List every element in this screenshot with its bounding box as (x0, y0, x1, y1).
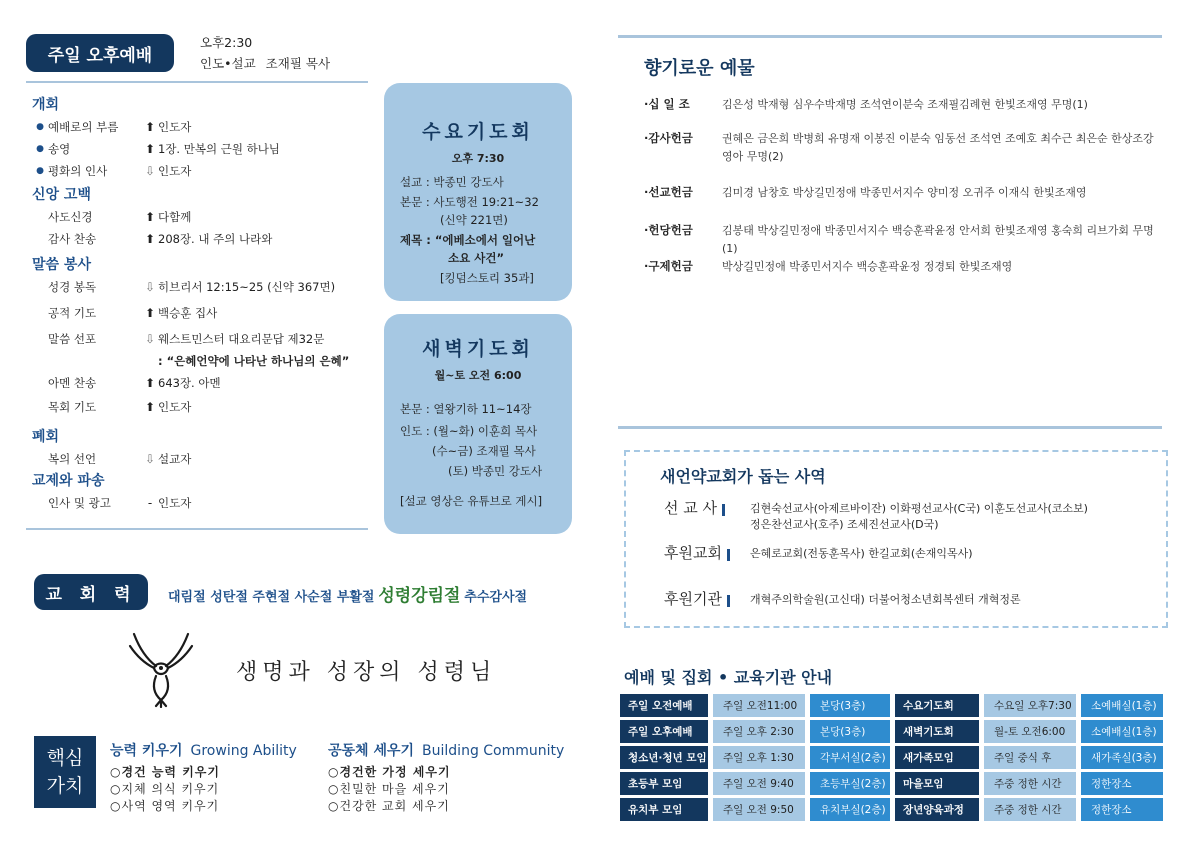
dawn-note: [설교 영상은 유튜브로 게시] (400, 494, 543, 508)
order-row: 성경 봉독 ⇩ 히브리서 12:15~25 (신약 367면) (48, 280, 336, 294)
wednesday-subject-2: 소요 사건” (448, 251, 504, 265)
dawn-time: 월~토 오전 6:00 (434, 369, 522, 382)
offering-row: ·헌당헌금 김봉태 박상길민정애 박종민서지수 백승훈곽윤정 안서희 한빛조재영 홍숙희 리브가회 무명(1) (644, 223, 1154, 255)
dawn-leader-2: (수~금) 조재필 목사 (432, 444, 536, 458)
calendar-motto: 생명과 성장의 성령님 (236, 660, 497, 685)
dawn-prayer-box (384, 314, 572, 534)
schedule-place: 새가족실(3층) (1081, 746, 1163, 769)
dawn-leader-1: 인도 : (월~화) 이훈희 목사 (400, 424, 538, 438)
schedule-time: 주일 오후 2:30 (713, 720, 805, 743)
preacher-name: 조재필 목사 (265, 56, 331, 71)
schedule-title: 예배 및 집회 • 교육기관 안내 (624, 668, 833, 687)
churches-label: 후원교회 (664, 542, 730, 563)
stand-icon: ⬆ (144, 142, 156, 156)
supported-orgs: 개혁주의학술원(고신대) 더불어청소년회복센터 개혁정론 (750, 593, 1021, 606)
schedule-name: 새가족모임 (895, 746, 979, 769)
schedule-time: 주일 오전 9:40 (713, 772, 805, 795)
sit-icon: ⇩ (144, 280, 156, 294)
wednesday-text: 본문 : 사도행전 19:21~32 (400, 195, 539, 209)
schedule-time: 주일 오후 1:30 (713, 746, 805, 769)
missions-title: 새언약교회가 돕는 사역 (660, 467, 826, 486)
core-value-item: ○지체 의식 키우기 (110, 782, 220, 796)
stand-icon: ⬆ (144, 232, 156, 246)
section-word: 말씀 봉사 (32, 257, 91, 273)
schedule-time: 주일 오전 9:50 (713, 798, 805, 821)
core-value-item: ○사역 영역 키우기 (110, 799, 220, 813)
dove-icon (126, 628, 196, 708)
label-bar-icon (727, 595, 730, 607)
missions-box (624, 450, 1168, 628)
missionaries-line-1: 김현숙선교사(아제르바이잔) 이화평선교사(C국) 이훈도선교사(코소보) (750, 502, 1088, 515)
schedule-place: 본당(3층) (810, 720, 890, 743)
stand-icon: ⬆ (144, 120, 156, 134)
section-fellowship: 교제와 파송 (32, 473, 105, 489)
schedule-place: 정한장소 (1081, 798, 1163, 821)
schedule-name: 초등부 모임 (620, 772, 708, 795)
order-row: 아멘 찬송 ⬆ 643장. 아멘 (48, 376, 221, 390)
schedule-place: 초등부실(2층) (810, 772, 890, 795)
wednesday-subject: 제목 : “에베소에서 일어난 (400, 233, 536, 247)
offering-row: ·구제헌금 박상길민정애 박종민서지수 백승훈곽윤정 정경퇴 한빛조재영 (644, 259, 1013, 273)
label-bar-icon (727, 549, 730, 561)
calendar-label: 교 회 력 (34, 574, 148, 610)
offerings-divider (618, 35, 1162, 38)
header-divider (26, 81, 368, 83)
bullet-icon: ● (36, 122, 44, 132)
order-row: ● 예배로의 부름 ⬆ 인도자 (32, 116, 372, 138)
supported-churches: 은혜로교회(전동훈목사) 한길교회(손재익목사) (750, 547, 973, 560)
section-opening: 개회 (32, 97, 60, 113)
stand-icon: ⬆ (144, 210, 156, 224)
preacher-label: 인도•설교 (200, 56, 256, 71)
schedule-name: 주일 오후예배 (620, 720, 708, 743)
order-row: ● 송영 ⬆ 1장. 만복의 근원 하나님 (32, 138, 372, 160)
missionaries-line-2: 정은찬선교사(호주) 조세진선교사(D국) (750, 518, 939, 531)
order-row: ● 평화의 인사 ⇩ 인도자 (32, 160, 372, 182)
order-of-service (32, 94, 372, 514)
core-value-community: 공동체 세우기 Building Community ○경건한 가정 세우기 ○친밀한 마을 세우기 ○건강한 교회 세우기 (328, 740, 578, 814)
order-row: 말씀 선포 ⇩ 웨스트민스터 대요리문답 제32문 (48, 332, 325, 346)
bullet-icon: ● (36, 144, 44, 154)
wednesday-lesson: [킹덤스토리 35과] (440, 271, 534, 285)
sit-icon: ⇩ (144, 332, 156, 346)
sermon-subtitle: : “은혜언약에 나타난 하나님의 은혜” (158, 354, 350, 368)
offering-row: ·십 일 조 김은성 박재형 심우수박재명 조석연이분숙 조재필김례현 한빛조재영 무명(1) (644, 97, 1088, 111)
order-row: 공적 기도 ⬆ 백승훈 집사 (48, 306, 218, 320)
core-value-item: ○경건 능력 키우기 (110, 765, 220, 779)
core-value-growing: 능력 키우기 Growing Ability ○경건 능력 키우기 ○지체 의식 키우기 ○사역 영역 키우기 (110, 740, 320, 814)
schedule-time: 주중 정한 시간 (984, 798, 1076, 821)
schedule-place: 소예배실(1층) (1081, 720, 1163, 743)
core-value-item: ○건강한 교회 세우기 (328, 799, 450, 813)
sit-icon: ⇩ (144, 452, 156, 466)
schedule-name: 주일 오전예배 (620, 694, 708, 717)
schedule-name: 새벽기도회 (895, 720, 979, 743)
calendar-next-season: 추수감사절 (464, 590, 528, 605)
offerings-title: 향기로운 예물 (644, 58, 755, 79)
bullet-icon: ● (36, 166, 44, 176)
missionaries-label: 선 교 사 (664, 497, 725, 518)
schedule-time: 주일 중식 후 (984, 746, 1076, 769)
dash-mark: - (147, 496, 153, 510)
schedule-name: 마을모임 (895, 772, 979, 795)
offerings-list (644, 96, 1164, 288)
label-bar-icon (722, 504, 725, 516)
order-row: 감사 찬송 ⬆ 208장. 내 주의 나라와 (48, 232, 273, 246)
order-divider (26, 528, 368, 530)
stand-icon: ⬆ (144, 306, 156, 320)
section-confession: 신앙 고백 (32, 187, 91, 203)
wednesday-prayer-box (384, 83, 572, 301)
orgs-label: 후원기관 (664, 588, 730, 609)
schedule-name: 유치부 모임 (620, 798, 708, 821)
stand-icon: ⬆ (144, 376, 156, 390)
schedule-name: 장년양육과정 (895, 798, 979, 821)
stand-icon: ⬆ (144, 400, 156, 414)
schedule-time: 주중 정한 시간 (984, 772, 1076, 795)
wednesday-time: 오후 7:30 (451, 152, 505, 165)
section-closing: 폐회 (32, 429, 60, 445)
schedule-place: 정한장소 (1081, 772, 1163, 795)
calendar-seasons (168, 581, 527, 606)
schedule-place: 소예배실(1층) (1081, 694, 1163, 717)
calendar-current-season: 성령강림절 (378, 586, 461, 606)
wednesday-preacher: 설교 : 박종민 강도사 (400, 175, 504, 189)
service-time: 오후2:30 (200, 35, 253, 50)
dawn-title: 새벽기도회 (422, 338, 534, 360)
core-value-item: ○친밀한 마을 세우기 (328, 782, 450, 796)
calendar-past-seasons: 대림절 성탄절 주현절 사순절 부활절 (168, 590, 375, 605)
core-values-label: 핵심 가치 (34, 736, 96, 808)
order-row: 복의 선언 ⇩ 설교자 (48, 452, 192, 466)
offering-row: ·선교헌금 김미경 남창호 박상길민정애 박종민서지수 양미정 오귀주 이재식 한빛조재영 (644, 185, 1087, 199)
order-row: 사도신경 ⬆ 다함께 (48, 210, 192, 224)
schedule-place: 유치부실(2층) (810, 798, 890, 821)
schedule-time: 주일 오전11:00 (713, 694, 805, 717)
service-preacher-line (200, 54, 330, 72)
order-row: 목회 기도 ⬆ 인도자 (48, 400, 192, 414)
schedule-place: 각부서실(2층) (810, 746, 890, 769)
schedule-time: 수요일 오후7:30 (984, 694, 1076, 717)
dawn-leader-3: (토) 박종민 강도사 (448, 464, 543, 478)
schedule-name: 수요기도회 (895, 694, 979, 717)
core-value-item: ○경건한 가정 세우기 (328, 765, 451, 779)
schedule-name: 청소년·청년 모임 (620, 746, 708, 769)
missions-top-divider (618, 426, 1162, 429)
order-row: 인사 및 광고 - 인도자 (48, 496, 192, 510)
wednesday-title: 수요기도회 (422, 121, 534, 143)
schedule-time: 월-토 오전6:00 (984, 720, 1076, 743)
service-title: 주일 오후예배 (26, 34, 174, 72)
wednesday-text-page: (신약 221면) (440, 213, 508, 227)
dawn-text: 본문 : 열왕기하 11~14장 (400, 402, 532, 416)
schedule-place: 본당(3층) (810, 694, 890, 717)
sit-icon: ⇩ (144, 164, 156, 178)
offering-row: ·감사헌금 권혜은 금은희 박병희 유명재 이봉진 이분숙 임동선 조석연 조예호 최수근 최은순 한상조강영아 무명(2) (644, 131, 1154, 163)
